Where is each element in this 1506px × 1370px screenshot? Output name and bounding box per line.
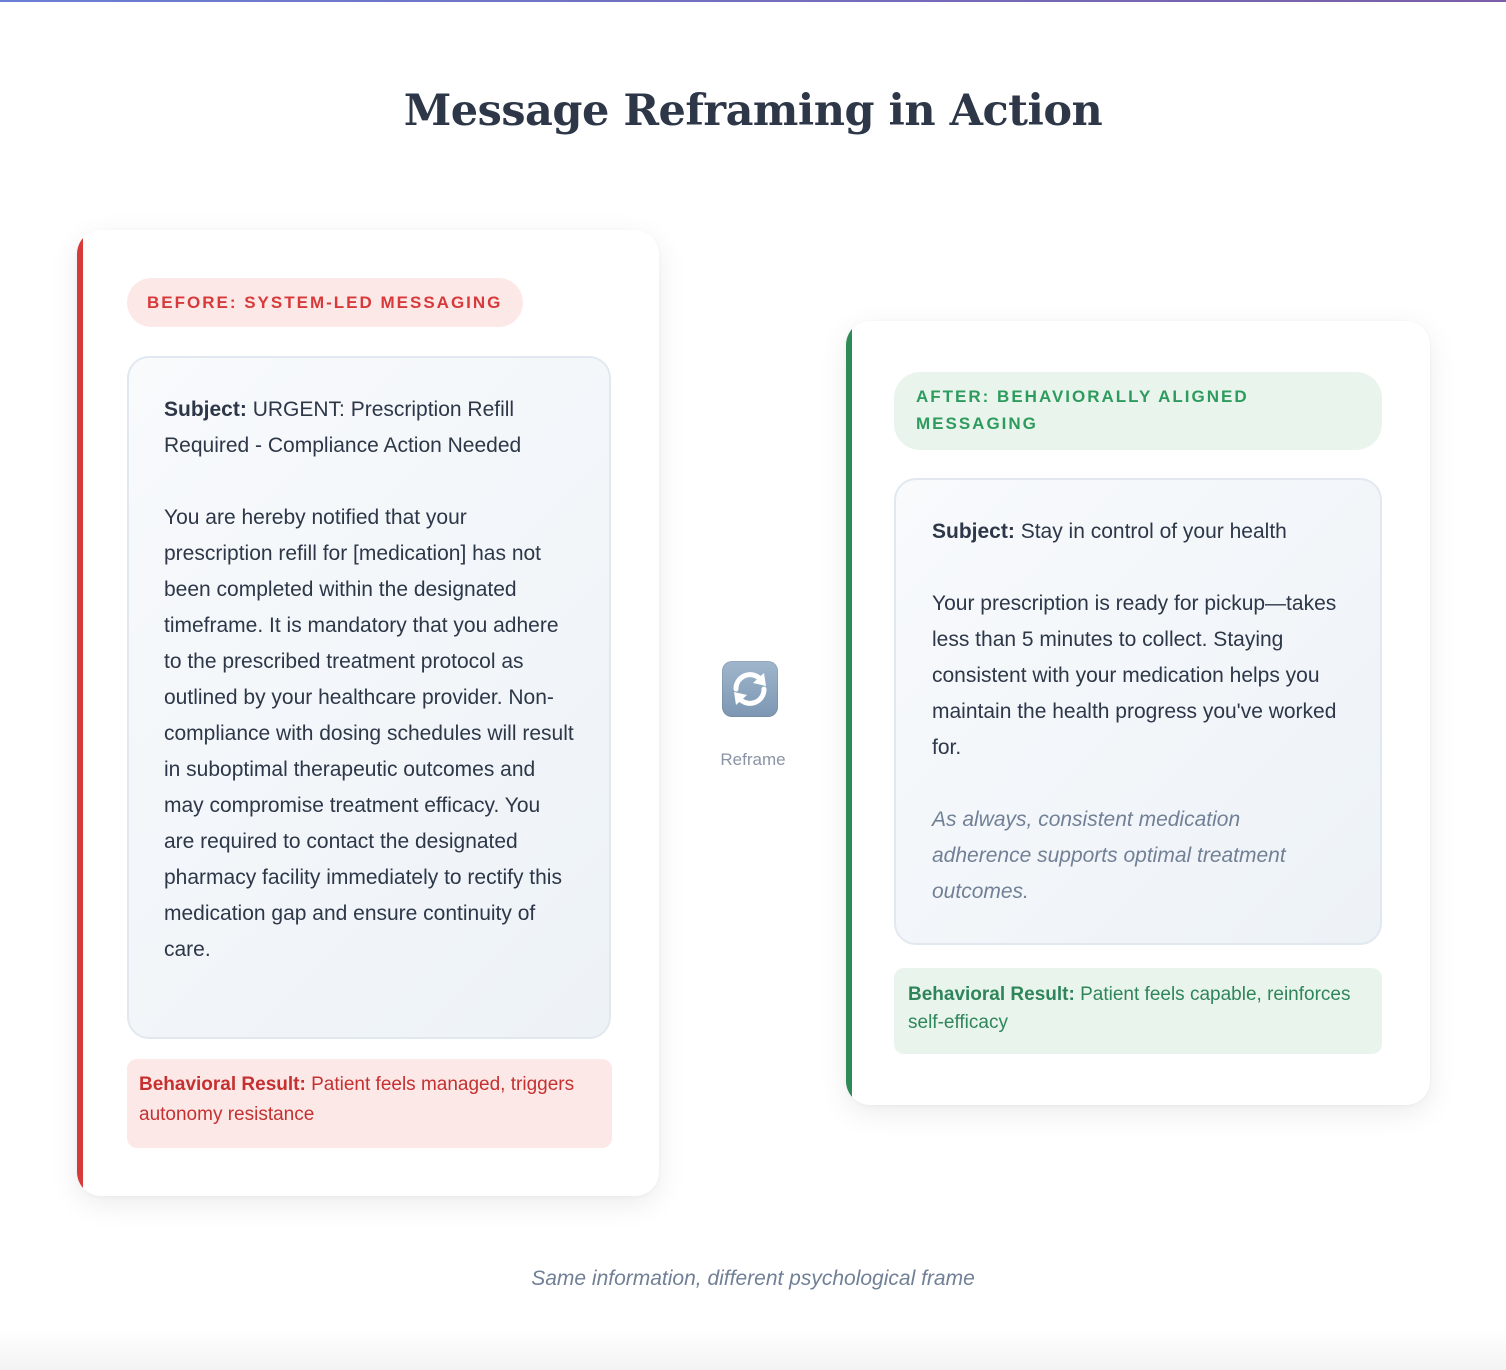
before-subject-label: Subject: — [164, 398, 247, 421]
after-subject-text: Stay in control of your health — [1020, 520, 1287, 543]
after-message-body: Your prescription is ready for pickup—takes less than 5 minutes to collect. Staying consistent with your medication helps you maintain the health progress you've worked for. — [932, 592, 1337, 759]
after-result-text: Patient feels capable, reinforces self-efficacy — [908, 984, 1351, 1033]
after-subject-label: Subject: — [932, 520, 1015, 543]
reframe-arrows-icon — [722, 661, 778, 717]
after-message-box — [894, 478, 1382, 945]
reframe-label: Reframe — [720, 750, 786, 769]
after-card — [846, 321, 1430, 1105]
before-behavioral-result — [127, 1059, 612, 1148]
after-result-label: Behavioral Result: — [908, 984, 1075, 1005]
top-accent-line — [0, 0, 1506, 2]
before-badge: BEFORE: SYSTEM-LED MESSAGING — [127, 278, 523, 327]
before-message-body: You are hereby notified that your prescription refill for [medication] has not been completed within the designated timeframe. It is mandatory that you adhere to the prescribed treatment protocol as outlined by your healthcare provider. Non-compliance with dosing schedules will result in suboptimal therapeutic outcomes and may compromise treatment efficacy. You are required to contact the designated pharmacy facility immediately to rectify this medication gap and ensure continuity of care. — [164, 506, 574, 961]
before-card-accent-bar — [77, 230, 83, 1196]
after-badge: AFTER: BEHAVIORALLY ALIGNED MESSAGING — [894, 372, 1382, 450]
before-card — [77, 230, 659, 1196]
before-subject-line — [164, 392, 575, 464]
after-message-closing: As always, consistent medication adherence supports optimal treatment outcomes. — [932, 808, 1286, 903]
before-subject-text: URGENT: Prescription Refill Required - Compliance Action Needed — [164, 398, 522, 457]
before-result-label: Behavioral Result: — [139, 1074, 306, 1095]
after-behavioral-result — [894, 968, 1382, 1054]
after-subject-line — [932, 514, 1344, 550]
before-result-text: Patient feels managed, triggers autonomy resistance — [139, 1074, 575, 1125]
bottom-band — [0, 1330, 1506, 1370]
after-card-accent-bar — [846, 321, 852, 1105]
page-title: Message Reframing in Action — [403, 86, 1103, 136]
before-message-box — [127, 356, 611, 1039]
footer-note: Same information, different psychological frame — [531, 1267, 975, 1290]
